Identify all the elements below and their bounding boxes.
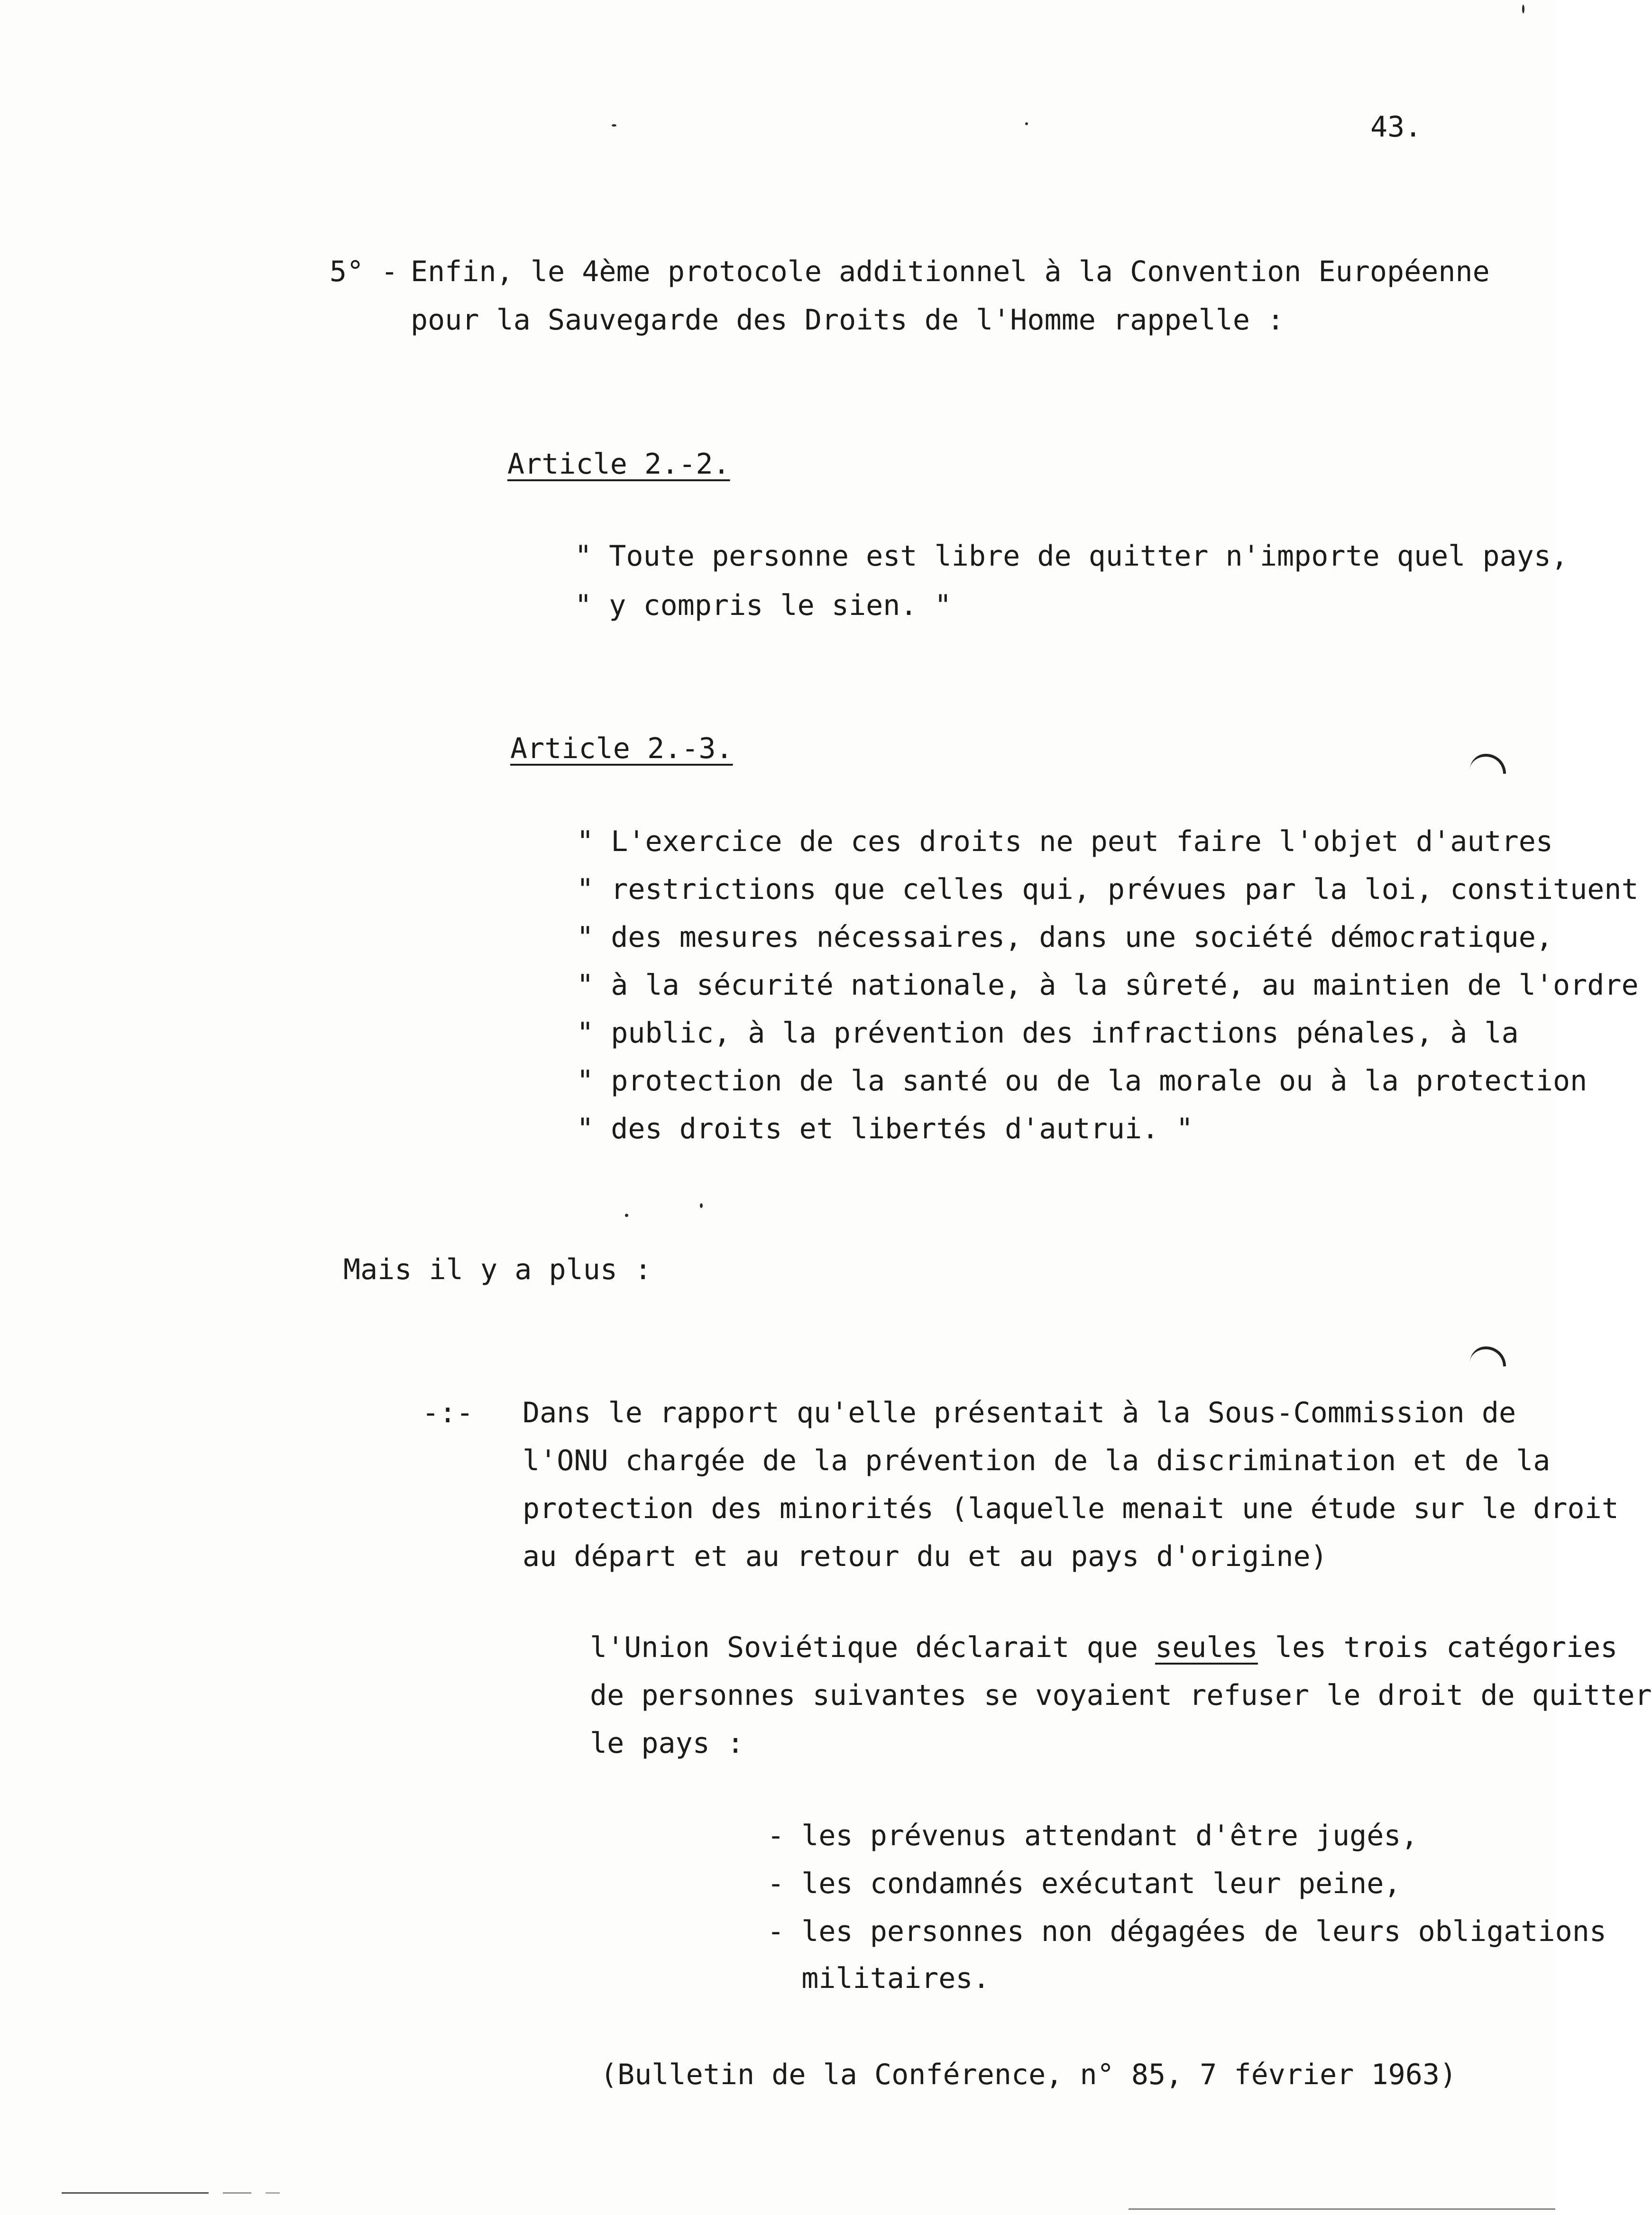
quote-line: " y compris le sien. "	[575, 589, 952, 622]
margin-mark	[1470, 1346, 1506, 1366]
list-item: - les prévenus attendant d'être jugés,	[767, 1819, 1418, 1852]
rapport-line: Dans le rapport qu'elle présentait à la Sous-Commission de	[523, 1396, 1516, 1429]
rapport-marker: -:-	[422, 1396, 474, 1429]
scan-rule	[266, 2192, 280, 2194]
point-marker: 5° -	[330, 255, 398, 288]
scan-speck	[1522, 5, 1524, 13]
margin-mark	[1470, 754, 1506, 774]
quote-line: " restrictions que celles qui, prévues par la loi, constituent	[577, 873, 1639, 906]
quote-line: " des droits et libertés d'autrui. "	[577, 1112, 1193, 1145]
rapport-line: l'ONU chargée de la prévention de la discrimination et de la	[523, 1444, 1551, 1477]
scan-speck	[700, 1203, 703, 1208]
quote-line: " Toute personne est libre de quitter n'importe quel pays,	[575, 540, 1569, 573]
quote-line: " L'exercice de ces droits ne peut faire l'objet d'autres	[577, 825, 1553, 858]
rapport-line: protection des minorités (laquelle menait une étude sur le droit	[523, 1492, 1619, 1525]
quote-line: " public, à la prévention des infractions pénales, à la	[577, 1016, 1519, 1050]
union-text-after: les trois catégories	[1257, 1631, 1618, 1664]
scan-speck	[612, 124, 616, 127]
scan-speck	[1025, 122, 1028, 125]
point-text-line: pour la Sauvegarde des Droits de l'Homme rappelle :	[411, 303, 1285, 337]
union-line: le pays :	[590, 1727, 744, 1760]
point-text-line: Enfin, le 4ème protocole additionnel à la Convention Européenne	[411, 255, 1490, 288]
scan-speck	[625, 1214, 628, 1217]
list-item: - les condamnés exécutant leur peine,	[767, 1867, 1401, 1900]
union-text-before: l'Union Soviétique déclarait que	[590, 1631, 1156, 1664]
citation: (Bulletin de la Conférence, n° 85, 7 février 1963)	[600, 2058, 1457, 2091]
section-lead: Mais il y a plus :	[343, 1253, 652, 1286]
quote-line: " à la sécurité nationale, à la sûreté, au maintien de l'ordre	[577, 969, 1639, 1002]
rapport-line: au départ et au retour du et au pays d'origine)	[523, 1540, 1328, 1573]
article-heading: Article 2.-3.	[510, 732, 733, 765]
quote-line: " protection de la santé ou de la morale ou à la protection	[577, 1064, 1588, 1098]
scan-rule	[223, 2192, 251, 2194]
scan-rule	[1129, 2208, 1555, 2210]
scan-rule	[62, 2192, 209, 2194]
list-item: - les personnes non dégagées de leurs obligations	[767, 1915, 1607, 1948]
union-line: de personnes suivantes se voyaient refuser le droit de quitter	[590, 1679, 1652, 1712]
article-heading: Article 2.-2.	[507, 448, 730, 481]
list-item: militaires.	[767, 1962, 990, 1995]
union-line	[590, 1624, 1617, 1671]
quote-line: " des mesures nécessaires, dans une société démocratique,	[577, 921, 1553, 954]
page-number: 43.	[1370, 110, 1422, 144]
underlined-word: seules	[1155, 1631, 1258, 1664]
